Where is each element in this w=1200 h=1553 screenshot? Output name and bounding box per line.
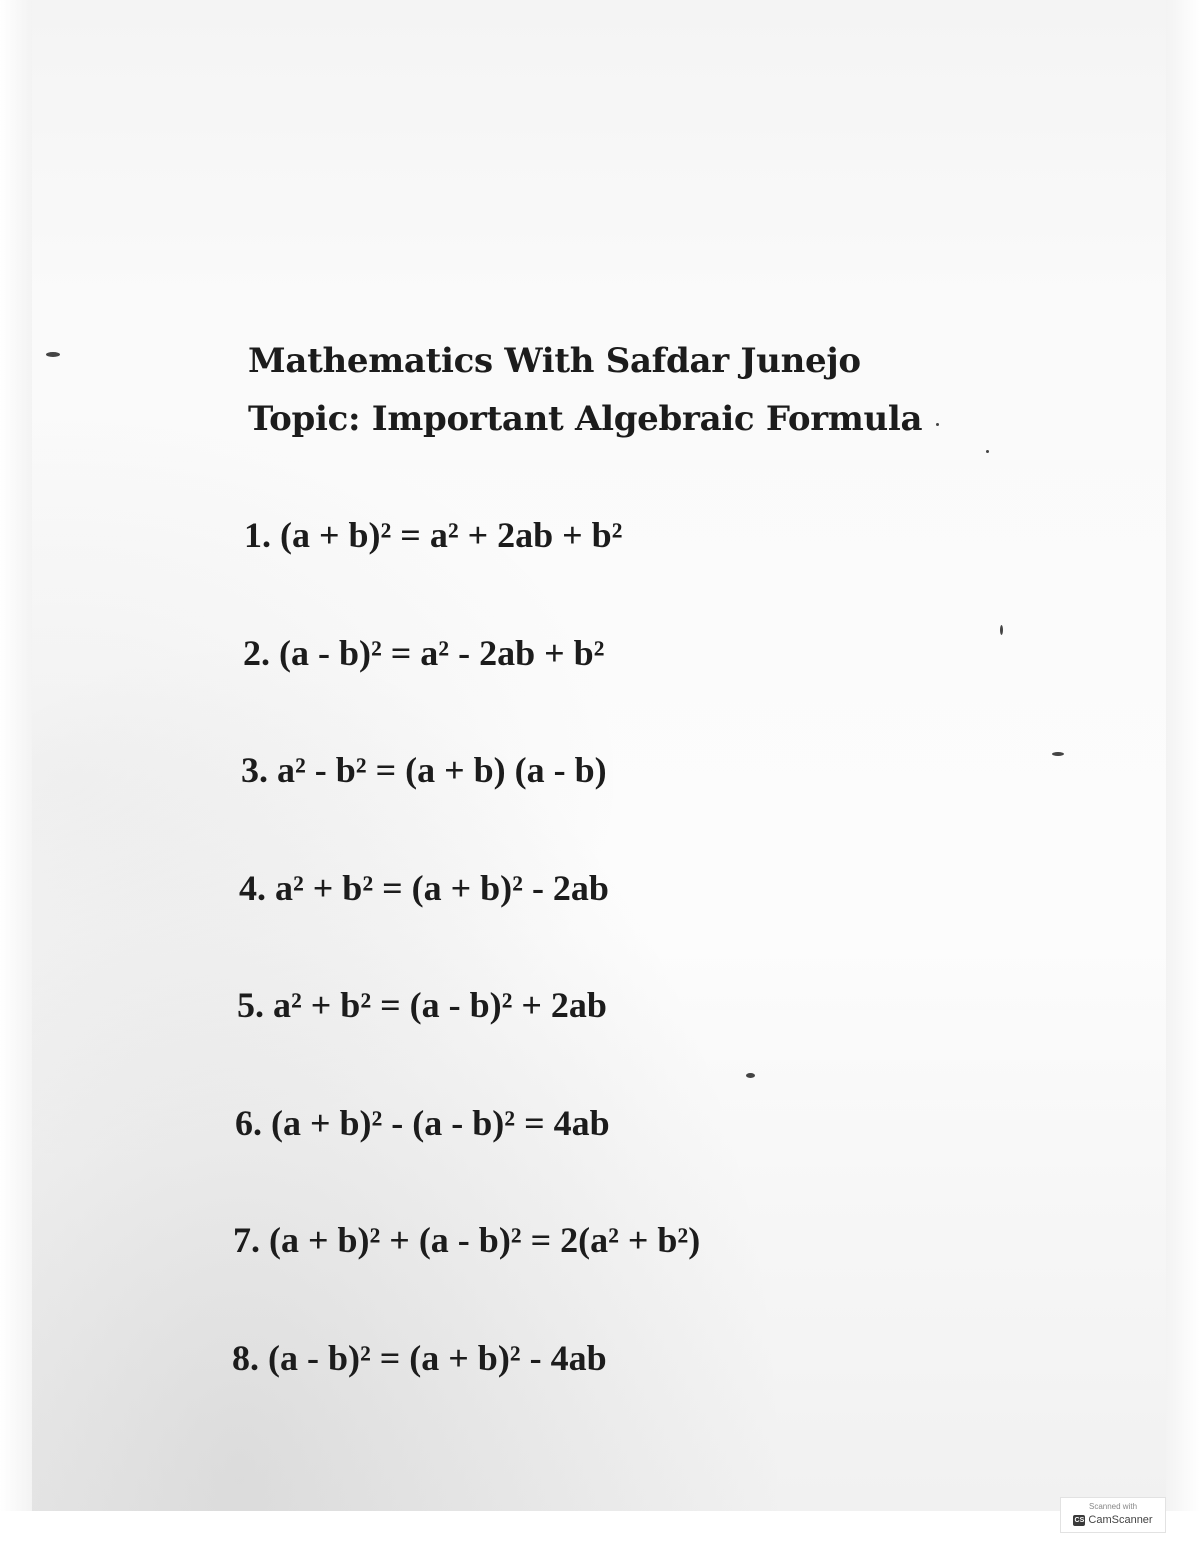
watermark-brand-name: CamScanner bbox=[1088, 1514, 1153, 1526]
formula-item-2: 2. (a - b)² = a² - 2ab + b² bbox=[243, 632, 605, 673]
watermark-scanned-with: Scanned with bbox=[1088, 1502, 1138, 1511]
camscanner-logo-icon: CS bbox=[1074, 1516, 1085, 1524]
scan-speck bbox=[986, 450, 989, 453]
formula-item-7: 7. (a + b)² + (a - b)² = 2(a² + b²) bbox=[233, 1220, 701, 1260]
watermark-brand bbox=[1061, 1513, 1165, 1527]
paper-edge-bottom bbox=[0, 1511, 1200, 1553]
formula-item-3: 3. a² - b² = (a + b) (a - b) bbox=[241, 750, 607, 790]
formula-item-1: 1. (a + b)² = a² + 2ab + b² bbox=[244, 515, 623, 555]
formula-item-8: 8. (a - b)² = (a + b)² - 4ab bbox=[232, 1337, 607, 1378]
scan-speck bbox=[46, 352, 60, 357]
formula-list bbox=[232, 505, 1052, 1445]
camscanner-watermark bbox=[1060, 1497, 1166, 1533]
document-title: Mathematics With Safdar Junejo bbox=[248, 341, 861, 381]
formula-item-5: 5. a² + b² = (a - b)² + 2ab bbox=[237, 985, 607, 1025]
document-topic: Topic: Important Algebraic Formula bbox=[248, 399, 923, 439]
document-header bbox=[248, 332, 1008, 448]
paper-edge-right bbox=[1166, 0, 1200, 1553]
scan-speck bbox=[1052, 752, 1064, 756]
paper-edge-left bbox=[0, 0, 32, 1553]
formula-item-4: 4. a² + b² = (a + b)² - 2ab bbox=[239, 867, 609, 908]
formula-item-6: 6. (a + b)² - (a - b)² = 4ab bbox=[235, 1102, 610, 1143]
